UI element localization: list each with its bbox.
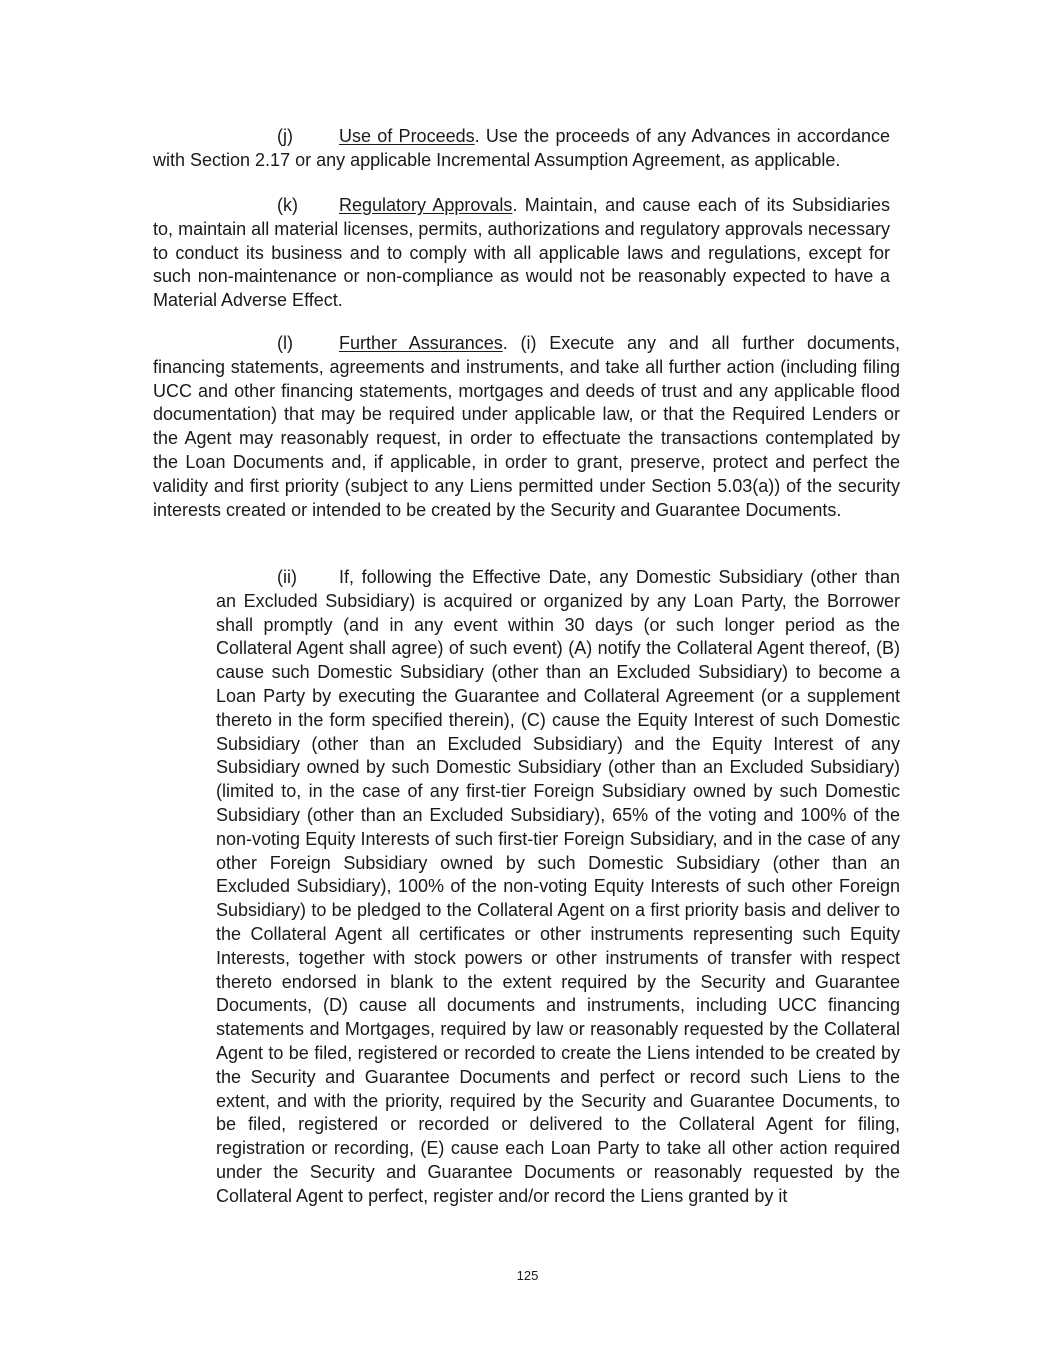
section-l-ii-subsidiary-joinder [216,566,900,1209]
section-l-label: (l) [277,333,293,353]
section-j-heading: Use of Proceeds [339,126,475,146]
section-j-use-of-proceeds [153,125,890,173]
section-l-body: . (i) Execute any and all further documents, financing statements, agreements and instruments, and take all further action (including filing UCC and other financing statements, mortgages and deeds of trust and any applicable flood documentation) that may be required under applicable law, or that the Required Lenders or the Agent may reasonably request, in order to effectuate the transactions contemplated by the Loan Documents and, if applicable, in order to grant, preserve, protect and perfect the validity and first priority (subject to any Liens permitted under Section 5.03(a)) of the security interests created or intended to be created by the Security and Guarantee Documents. [153,333,900,520]
section-j-body: . Use the proceeds of any Advances in accordance with Section 2.17 or any applicable Incremental Assumption Agreement, as applicable. [153,126,890,170]
section-k-body: . Maintain, and cause each of its Subsidiaries to, maintain all material licenses, permits, authorizations and regulatory approvals necessary to conduct its business and to comply with all applicable laws and regulations, except for such non-maintenance or non-compliance as would not be reasonably expected to have a Material Adverse Effect. [153,195,890,311]
section-ii-paragraph [216,566,900,1209]
page-number: 125 [516,1268,539,1283]
section-k-regulatory-approvals [153,194,890,313]
section-j-label: (j) [277,126,293,146]
section-l-paragraph [153,332,900,522]
section-l-further-assurances [153,332,900,522]
section-l-heading: Further Assurances [339,333,503,353]
section-k-label: (k) [277,195,298,215]
section-j-paragraph [153,125,890,173]
section-k-paragraph [153,194,890,313]
section-k-heading: Regulatory Approvals [339,195,513,215]
section-ii-label: (ii) [277,567,297,587]
section-ii-body: If, following the Effective Date, any Domestic Subsidiary (other than an Excluded Subsidiary) is acquired or organized by any Loan Party, the Borrower shall promptly (and in any event within 30 days (or such longer period as the Collateral Agent shall agree) of such event) (A) notify the Collateral Agent thereof, (B) cause such Domestic Subsidiary (other than an Excluded Subsidiary) to become a Loan Party by executing the Guarantee and Collateral Agreement (or a supplement thereto in the form specified therein), (C) cause the Equity Interest of such Domestic Subsidiary (other than an Excluded Subsidiary) and the Equity Interest of any Subsidiary owned by such Domestic Subsidiary (other than an Excluded Subsidiary) (limited to, in the case of any first-tier Foreign Subsidiary owned by such Domestic Subsidiary (other than an Excluded Subsidiary), 65% of the voting and 100% of the non-voting Equity Interests of such first-tier Foreign Subsidiary, and in the case of any other Foreign Subsidiary owned by such Domestic Subsidiary (other than an Excluded Subsidiary), 100% of the non-voting Equity Interests of such other Foreign Subsidiary) to be pledged to the Collateral Agent on a first priority basis and deliver to the Collateral Agent all certificates or other instruments representing such Equity Interests, together with stock powers or other instruments of transfer with respect thereto endorsed in blank to the extent required by the Security and Guarantee Documents, (D) cause all documents and instruments, including UCC financing statements and Mortgages, required by law or reasonably requested by the Collateral Agent to be filed, registered or recorded to create the Liens intended to be created by the Security and Guarantee Documents and perfect or record such Liens to the extent, and with the priority, required by the Security and Guarantee Documents, to be filed, registered or recorded or delivered to the Collateral Agent for filing, registration or recording, (E) cause each Loan Party to take all other action required under the Security and Guarantee Documents or reasonably requested by the Collateral Agent to perfect, register and/or record the Liens granted by it [216,567,900,1206]
